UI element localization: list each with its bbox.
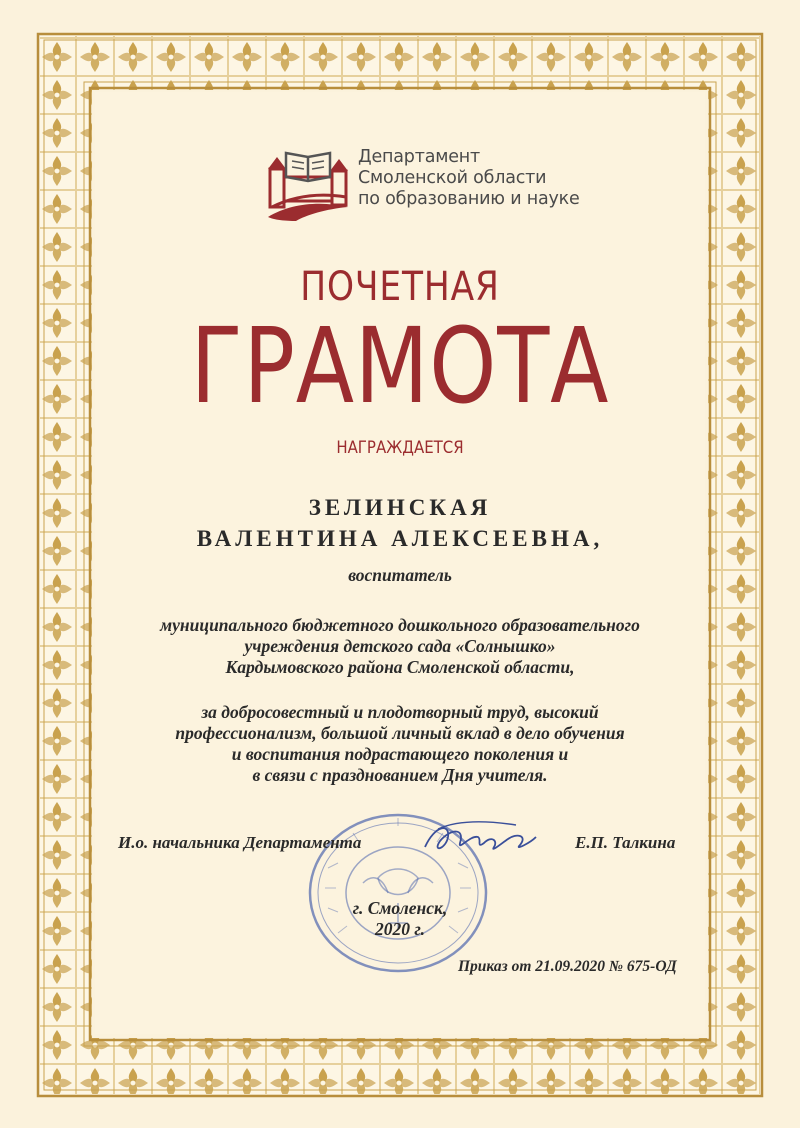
organization-line-2: учреждения детского сада «Солнышко» xyxy=(244,636,556,656)
reason-line-3: и воспитания подрастающего поколения и xyxy=(231,744,569,764)
title-certificate: ГРАМОТА xyxy=(190,305,610,427)
recipient-position: воспитатель xyxy=(348,565,452,585)
title-honorary: ПОЧЕТНАЯ xyxy=(300,264,500,310)
signatory-title: И.о. начальника Департамента xyxy=(118,833,362,852)
organization xyxy=(0,615,800,678)
year: 2020 г. xyxy=(375,919,425,939)
organization-line-3: Кардымовского района Смоленской области, xyxy=(225,657,575,677)
reason-line-2: профессионализм, большой личный вклад в дело обучения xyxy=(175,723,625,743)
signature xyxy=(420,815,540,860)
city: г. Смоленск, xyxy=(352,898,448,918)
recipient-surname: ЗЕЛИНСКАЯ xyxy=(308,495,492,520)
department-name xyxy=(358,147,618,210)
department-line-2: Смоленской области xyxy=(358,168,547,188)
place-and-year xyxy=(0,898,800,940)
department-line-1: Департамент xyxy=(358,147,481,167)
recipient-given-names: ВАЛЕНТИНА АЛЕКСЕЕВНА, xyxy=(196,526,604,551)
reason-line-1: за добросовестный и плодотворный труд, высокий xyxy=(201,702,599,722)
reason-line-4: в связи с празднованием Дня учителя. xyxy=(252,765,548,785)
department-logo-icon xyxy=(266,143,350,223)
order-reference: Приказ от 21.09.2020 № 675-ОД xyxy=(458,958,677,975)
award-reason xyxy=(0,702,800,786)
organization-line-1: муниципального бюджетного дошкольного образовательного xyxy=(160,615,640,635)
awarded-label: НАГРАЖДАЕТСЯ xyxy=(336,438,464,458)
department-line-3: по образованию и науке xyxy=(358,189,580,209)
signatory-name: Е.П. Талкина xyxy=(575,833,676,852)
